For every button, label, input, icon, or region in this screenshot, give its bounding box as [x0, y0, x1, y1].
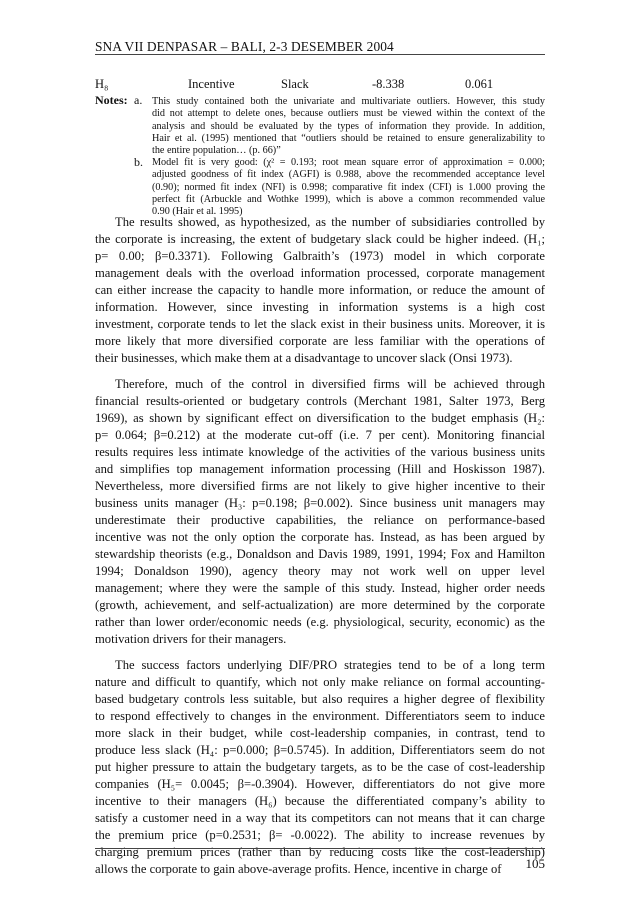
hypothesis-cell: H₈: [95, 77, 109, 91]
independent-variable-cell: Incentive: [188, 77, 235, 91]
paragraph-line: the premium price (p=0.2531; β= -0.0022). The ability to increase revenues by: [95, 828, 545, 842]
paragraph-line: rather than lower order/economic needs (e.g. physiological, security, economic) as the: [95, 615, 545, 629]
note-a-marker: a.: [134, 93, 143, 107]
p-value-cell: 0.061: [465, 77, 494, 91]
paragraph-line: 1969), as shown by significant effect on diversification to the budget emphasis (H₂:: [95, 411, 545, 425]
note-line: Model fit is very good: (χ² = 0.193; root mean square error of approximation = 0.000;: [152, 157, 545, 168]
note-line: 0.90 (Hair et al. 1995): [152, 206, 243, 218]
paragraph-line: allows the corporate to gain above-average profits. Hence, incentive in charge of: [95, 862, 502, 876]
paragraph-line: p= 0.064; β=0.212) at the moderate cut-off (i.e. 7 per cent). Monitoring financial: [95, 428, 545, 442]
paragraph-line: 1994; Donaldson 1990), agency theory may not work well on upper level: [95, 564, 545, 578]
paragraph-line: (growth, achievement, and self-actualization) are more determined by the corporate: [95, 598, 545, 612]
paragraph-line: produce less slack (H₄: p=0.000; β=0.5745). In addition, Differentiators seem do not: [95, 743, 545, 757]
paragraph-line: charging premium prices (rather than by reducing costs like the cost-leadership): [95, 845, 545, 859]
table-row: [0, 77, 638, 93]
paragraph-line: more likely that more diversified corporate are less familiar with the operations of: [95, 334, 545, 348]
note-a-text: [152, 96, 545, 157]
paragraph-line: incentive was not the only option the corporate has. Instead, as has been argued by: [95, 530, 545, 544]
paragraph-line: their businesses, which make them at a disadvantage to uncover slack (Onsi 1973).: [95, 351, 513, 365]
paragraph-line: Nevertheless, more diversified firms are not likely to give higher incentive to their: [95, 479, 545, 493]
dependent-variable-cell: Slack: [281, 77, 309, 91]
paragraph-line: p= 0.00; β=0.3371). Following Galbraith’s (1973) model in which corporate: [95, 249, 545, 263]
paragraph-line: the corporate is increasing, the extent of budgetary slack could be higher indeed. (H₁;: [95, 232, 545, 246]
paragraph-line: more slack in their budget, while cost-leadership companies, in contrast, tend to: [95, 726, 545, 740]
running-header: SNA VII DENPASAR – BALI, 2-3 DESEMBER 2004: [95, 39, 394, 54]
note-b-marker: b.: [134, 155, 143, 169]
paragraph-line: The results showed, as hypothesized, as the number of subsidiaries controlled by: [115, 215, 545, 229]
paragraph-line: can either increase the capacity to handle more information, or reduce the amount of: [95, 283, 545, 297]
paragraph-line: based budgetary controls less suitable, but also requires a higher degree of flexibility: [95, 692, 545, 706]
paragraph-line: companies (H₅= 0.0045; β=-0.3904). However, differentiators do not give more: [95, 777, 545, 791]
paragraph-gap: [95, 648, 545, 657]
note-line: analysis and should be evaluated by the types of information they provide. In addition,: [152, 120, 545, 132]
paragraph-line: The success factors underlying DIF/PRO strategies tend to be of a long term: [115, 658, 545, 672]
paragraph-line: investment, corporate tends to let the slack exist in their business units. Moreover, it is: [95, 317, 545, 331]
header-rule: [95, 54, 545, 55]
paragraph-line: management deals with the overload information processed, corporate management: [95, 266, 545, 280]
page-number: 105: [525, 856, 545, 871]
paragraph-line: financial results-oriented or budgetary controls (Merchant 1981, Salter 1973, Berg: [95, 394, 545, 408]
note-line: adjusted goodness of fit index (AGFI) is 0.988, above the recommended acceptance level: [152, 169, 545, 181]
paragraph-line: incentive to their managers (H₆) because the differentiated company’s ability to: [95, 794, 545, 808]
paragraph-line: results requires less intimate knowledge of the activities of the various business units: [95, 445, 545, 459]
paragraph-line: and simplifies top management information processing (Hill and Hoskisson 1987).: [95, 462, 545, 476]
paragraph-line: stewardship theorists (e.g., Donaldson and Davis 1989, 1991, 1994; Fox and Hamilton: [95, 547, 545, 561]
paragraph-line: information. However, since investing in information systems is a high cost: [95, 300, 545, 314]
paragraph-line: business units manager (H₃: p=0.198; β=0.002). Since business unit managers may: [95, 496, 545, 510]
paragraph-gap: [95, 367, 545, 376]
note-line: (0.90); normed fit index (NFI) is 0.998; comparative fit index (CFI) is 1.000 proving the: [152, 181, 545, 193]
note-b-text: [152, 157, 545, 218]
paragraph-line: satisfy a customer need in a way that its competitors can not means that it can charge: [95, 811, 545, 825]
notes-label: Notes:: [95, 93, 128, 107]
note-line: perfect fit (Arbuckle and Wothke 1999), which is above a common recommended value: [152, 193, 545, 205]
body-text: [95, 214, 545, 878]
note-line: Hair et al. (1995) mentioned that “outliers should be retained to ensure generalizability to: [152, 132, 545, 144]
paragraph-line: motivation drivers for their managers.: [95, 632, 287, 646]
paragraph-line: nature and difficult to quantify, which not only make reliance on formal accounting-: [95, 675, 545, 689]
coefficient-cell: -8.338: [372, 77, 405, 91]
paragraph-line: Therefore, much of the control in diversified firms will be achieved through: [115, 377, 545, 391]
paragraph-line: to respond effectively to changes in the environment. Differentiators seem to induce: [95, 709, 545, 723]
note-line: the entire population… (p. 66)”: [152, 145, 281, 157]
paragraph-line: management; where they were the sample of this study. Instead, higher order needs: [95, 581, 545, 595]
footer-rule: [95, 848, 545, 849]
note-line: This study contained both the univariate and multivariate outliers. However, this study: [152, 96, 545, 107]
paragraph-line: underestimate their productive capabilities, the reliance on performance-based: [95, 513, 545, 527]
paragraph-line: put higher pressure to attain the budgetary targets, as to be the case of cost-leadership: [95, 760, 545, 774]
note-line: did not attempt to delete ones, because outliers must be viewed within the context of the: [152, 108, 545, 120]
